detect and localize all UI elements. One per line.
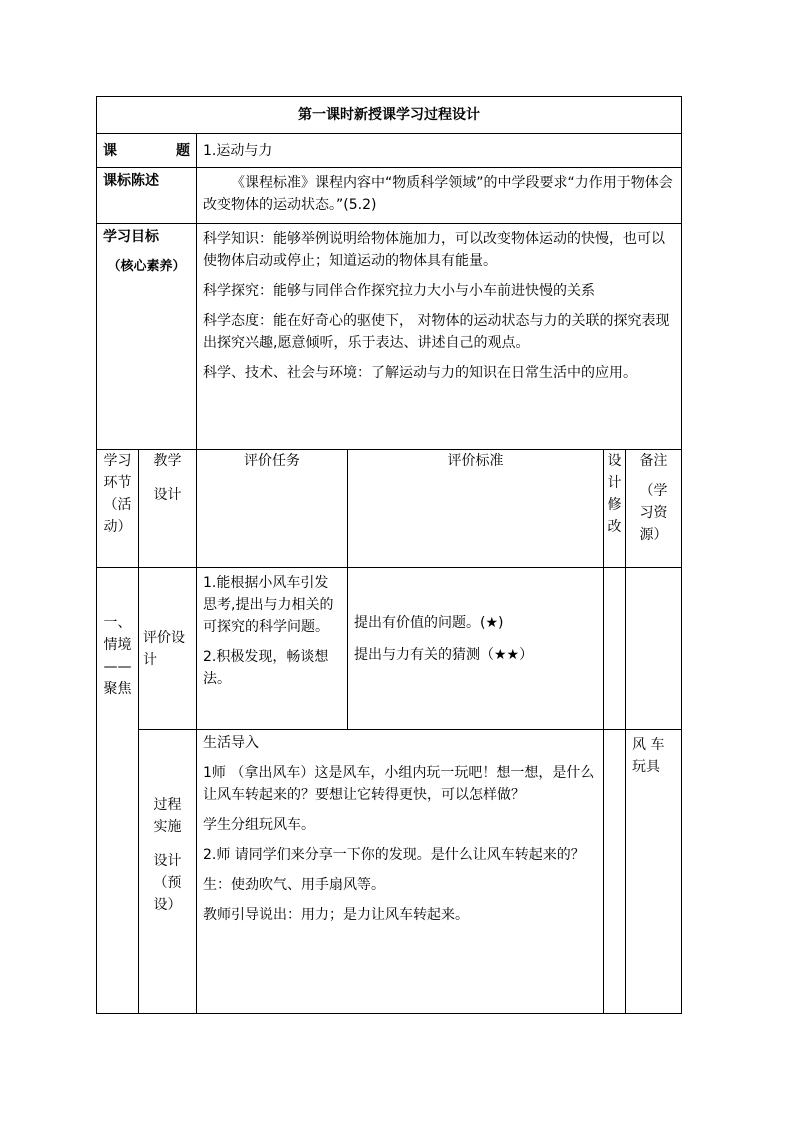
table-header-row xyxy=(97,450,682,568)
header-design: 教学 设计 xyxy=(139,450,197,568)
process-label-cell: 过程 实施 设计 （预 设） xyxy=(139,730,197,1014)
header-task: 评价任务 xyxy=(197,450,348,568)
table-row xyxy=(97,730,682,1014)
goals-label: 学习目标 （核心素养） xyxy=(97,224,197,450)
goal-item: 科学态度：能在好奇心的驱使下， 对物体的运动状态与力的关联的探究表现出探究兴趣,愿意倾听，乐于表达、讲述自己的观点。 xyxy=(203,313,670,351)
goal-item: 科学、技术、社会与环境：了解运动与力的知识在日常生活中的应用。 xyxy=(203,365,637,381)
revise-cell xyxy=(604,730,626,1014)
lesson-design-table xyxy=(96,96,682,1014)
header-criteria: 评价标准 xyxy=(348,450,604,568)
resource-cell: 风 车玩具 xyxy=(626,730,682,1014)
note-cell xyxy=(626,568,682,730)
goal-item: 科学知识：能够举例说明给物体施加力，可以改变物体运动的快慢，也可以使物体启动或停止；知道运动的物体具有能量。 xyxy=(203,231,665,269)
goals-text xyxy=(197,224,682,450)
revise-cell xyxy=(604,568,626,730)
eval-criteria-cell: 提出有价值的问题。(★) 提出与力有关的猜测（★★） xyxy=(348,568,604,730)
header-note: 备注 （学 习资 源） xyxy=(626,450,682,568)
phase-cell: 一、 情境 —— 聚焦 xyxy=(97,568,139,1014)
process-cell: 生活导入 1师 （拿出风车）这是风车，小组内玩一玩吧！想一想，是什么让风车转起来的？要想让它转得更快，可以怎样做？ 学生分组玩风车。 2.师 请同学们来分享一下你的发现。是什么让风车转起来的？ 生：使劲吹气、用手扇风等。 教师引导说出：用力；是力让风车转起来。 xyxy=(197,730,604,1014)
topic-value: 1.运动与力 xyxy=(197,134,682,168)
eval-design-cell: 评价设计 xyxy=(139,568,197,730)
header-revise: 设 计 修 改 xyxy=(604,450,626,568)
page-title: 第一课时新授课学习过程设计 xyxy=(97,97,682,134)
table-row xyxy=(97,568,682,730)
header-phase: 学习 环节 （活 动） xyxy=(97,450,139,568)
eval-task-cell: 1.能根据小风车引发思考,提出与力相关的可探究的科学问题。 2.积极发现，畅谈想法。 xyxy=(197,568,348,730)
standard-label: 课标陈述 xyxy=(97,168,197,224)
goal-item: 科学探究：能够与同伴合作探究拉力大小与小车前进快慢的关系 xyxy=(203,283,595,299)
standard-text: 《课程标准》课程内容中“物质科学领域”的中学段要求“力作用于物体会改变物体的运动状态。”(5.2) xyxy=(197,168,682,224)
topic-label: 课 题 xyxy=(97,134,197,168)
